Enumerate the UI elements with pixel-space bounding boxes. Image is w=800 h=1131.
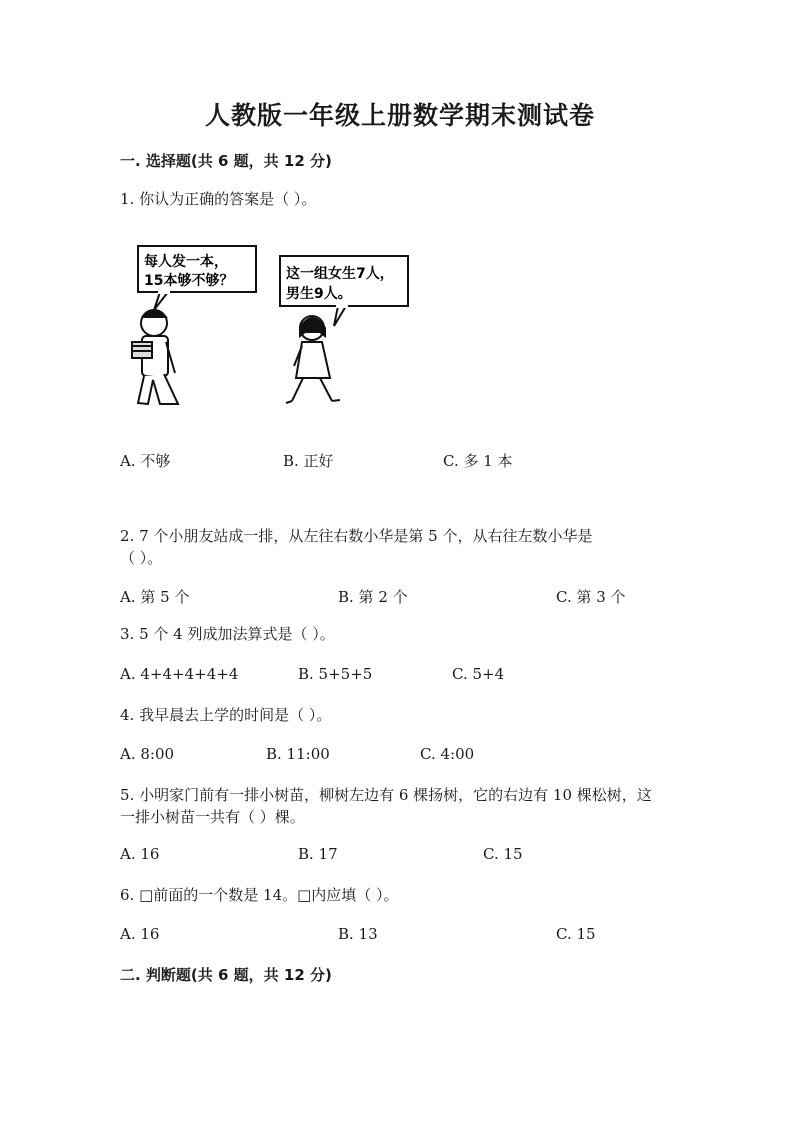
page-title: 人教版一年级上册数学期末测试卷 — [204, 101, 595, 130]
q3-option-a: A. 4+4+4+4+4 — [120, 665, 239, 683]
q2-option-a: A. 第 5 个 — [120, 588, 190, 606]
q4-option-c: C. 4:00 — [420, 745, 475, 763]
section-heading-choice: 一. 选择题(共 6 题，共 12 分) — [120, 152, 332, 170]
q5-option-c: C. 15 — [483, 845, 523, 863]
q6-option-a: A. 16 — [120, 925, 160, 943]
q3-option-b: B. 5+5+5 — [298, 665, 373, 683]
boy-figure — [132, 310, 178, 404]
q1-option-b: B. 正好 — [283, 452, 334, 470]
q5-option-a: A. 16 — [120, 845, 160, 863]
question-3-text: 3. 5 个 4 列成加法算式是（ ）。 — [120, 625, 335, 643]
question-1-illustration — [120, 238, 420, 413]
bubble-right-line2: 男生9人。 — [286, 286, 352, 302]
q6-option-c: C. 15 — [556, 925, 596, 943]
q1-option-a: A. 不够 — [120, 452, 171, 470]
question-1-text: 1. 你认为正确的答案是（ ）。 — [120, 190, 317, 208]
question-6-text: 6. □前面的一个数是 14。□内应填（ ）。 — [120, 886, 399, 904]
speech-bubble-left — [138, 246, 256, 310]
q2-option-b: B. 第 2 个 — [338, 588, 408, 606]
q5-option-b: B. 17 — [298, 845, 338, 863]
girl-figure — [286, 316, 340, 403]
question-2-text-line1: 2. 7 个小朋友站成一排，从左往右数小华是第 5 个，从右往左数小华是 — [120, 527, 593, 545]
q2-option-c: C. 第 3 个 — [556, 588, 626, 606]
speech-bubble-right — [280, 256, 408, 326]
bubble-right-line1: 这一组女生7人， — [286, 266, 394, 282]
section-heading-judgement: 二. 判断题(共 6 题，共 12 分) — [120, 966, 332, 984]
q3-option-c: C. 5+4 — [452, 665, 505, 683]
q4-option-a: A. 8:00 — [120, 745, 175, 763]
q1-option-c: C. 多 1 本 — [443, 452, 513, 470]
q4-option-b: B. 11:00 — [266, 745, 330, 763]
q6-option-b: B. 13 — [338, 925, 378, 943]
question-2-text-line2: （ ）。 — [120, 549, 163, 567]
question-5-text-line2: 一排小树苗一共有（ ）棵。 — [120, 808, 305, 826]
bubble-left-line2: 15本够不够？ — [144, 273, 234, 289]
question-4-text: 4. 我早晨去上学的时间是（ ）。 — [120, 706, 332, 724]
question-5-text-line1: 5. 小明家门前有一排小树苗，柳树左边有 6 棵扬树，它的右边有 10 棵松树，这 — [120, 786, 652, 804]
bubble-left-line1: 每人发一本， — [144, 254, 228, 270]
